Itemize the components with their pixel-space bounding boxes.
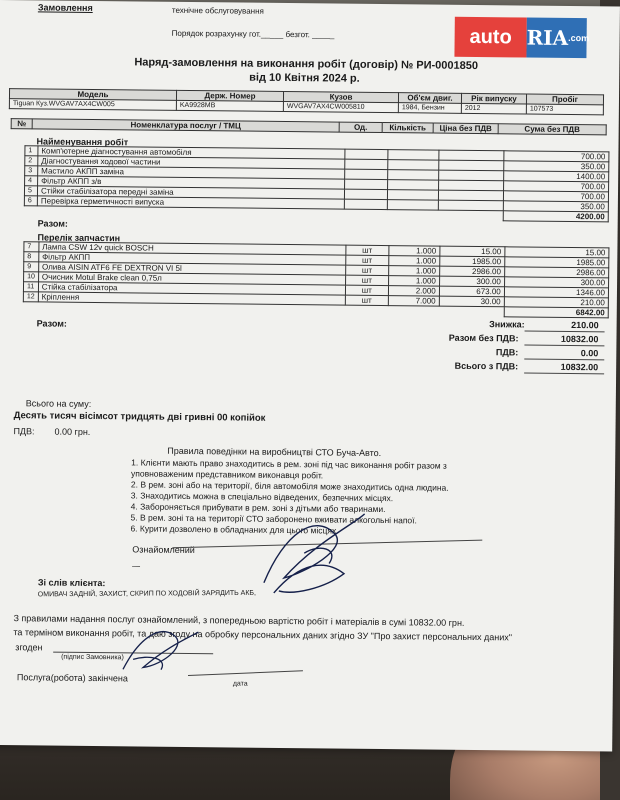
rule-item: уповноваженим представником виконавця робіт. xyxy=(130,468,324,481)
parts-row-price: 30.00 xyxy=(439,296,504,307)
no-vat-value: 10832.00 xyxy=(560,333,599,345)
vehicle-plate: KA9928MB xyxy=(176,100,283,111)
works-row-sum: 700.00 xyxy=(504,151,609,162)
rule-item: 1. Клієнти мають право знаходитись в рем. зоні під час виконання робіт разом з xyxy=(131,457,447,471)
col-sum: Сума без ПДВ xyxy=(498,124,606,135)
works-row-no: 4 xyxy=(25,176,38,186)
works-row-sum: 700.00 xyxy=(503,191,608,202)
parts-row-price: 673.00 xyxy=(439,286,504,297)
vehicle-table xyxy=(9,88,604,115)
sum-words-label: Всього на суму: xyxy=(25,398,92,409)
watermark-auto: auto xyxy=(454,17,526,58)
parts-row-name: Очисник Motul Brake clean 0,75л xyxy=(38,272,345,285)
parts-row-qty: 1.000 xyxy=(389,246,440,257)
parts-row-qty: 1.000 xyxy=(388,266,439,277)
order-link[interactable]: Замовлення xyxy=(37,2,93,13)
works-row-name: Мастило АКПП заміна xyxy=(38,166,345,179)
parts-row-unit: шт xyxy=(346,255,389,265)
parts-row-no: 8 xyxy=(24,252,39,262)
works-row-no: 2 xyxy=(25,156,38,166)
parts-row-name: Олива AISIN ATF6 FE DEXTRON VI 5l xyxy=(38,262,345,275)
items-header xyxy=(11,118,607,135)
service-label: технічне обслуговування xyxy=(171,5,264,16)
rule-item: 3. Знаходитись можна в спеціально відведених, безпечних місцях. xyxy=(130,490,394,504)
parts-total-value: 6842.00 xyxy=(504,307,608,318)
vehicle-header-body: Кузов xyxy=(283,91,398,102)
agreement-line1: З правилами надання послуг ознайомлений, з попередньою вартістю робіт і матеріалів в сумі 10832.00 грн. xyxy=(13,613,465,628)
col-no: № xyxy=(11,119,32,129)
vehicle-body: WVGAV7AX4CW005810 xyxy=(283,101,398,112)
payment-line: Порядок розрахунку гот._____ безгот. _____ xyxy=(171,28,335,40)
parts-row-sum: 1985.00 xyxy=(505,257,609,268)
vehicle-header-year: Рік випуску xyxy=(461,93,526,104)
rule-item: 5. В рем. зоні та на території СТО заборонено вживати алкогольні напої. xyxy=(130,512,417,526)
works-row-no: 5 xyxy=(24,186,37,196)
rule-item: 6. Курити дозволено в обладнаних для цього місцях. xyxy=(130,523,339,536)
parts-row-sum: 300.00 xyxy=(504,277,608,288)
vehicle-header-engine: Об'єм двиг. xyxy=(398,93,461,104)
parts-row-sum: 2986.00 xyxy=(504,267,608,278)
works-total-label: Разом: xyxy=(37,218,69,229)
parts-row-qty: 7.000 xyxy=(388,296,439,307)
works-section-title: Найменування робіт xyxy=(36,136,129,148)
col-name: Номенклатура послуг / ТМЦ xyxy=(32,119,339,132)
parts-row-no: 9 xyxy=(24,262,39,272)
parts-row-qty: 1.000 xyxy=(388,276,439,287)
parts-row-qty: 1.000 xyxy=(389,256,440,267)
date-caption: дата xyxy=(232,680,248,688)
works-row-name: Комп'ютерне діагностування автомобіля xyxy=(38,146,345,159)
parts-row-name: Лампа CSW 12v quick BOSCH xyxy=(39,242,346,255)
works-row-name: Фільтр АКПП з/в xyxy=(38,176,345,189)
parts-row-sum: 15.00 xyxy=(505,247,609,258)
parts-row-name: Стійка стабілізатора xyxy=(38,282,345,295)
parts-total-label: Разом: xyxy=(36,318,67,329)
works-row-sum: 350.00 xyxy=(503,201,608,212)
vehicle-header-mileage: Пробіг xyxy=(526,94,603,105)
signature-ack xyxy=(244,503,375,604)
agreement-line2: та терміном виконання робіт, та даю згоду на обробку персональних даних згідно ЗУ "Про захист персональних даних" xyxy=(13,627,513,643)
works-row-name: Перевірка герметичності випуска xyxy=(37,196,344,209)
document-date: від 10 Квітня 2024 р. xyxy=(249,71,360,85)
parts-row-qty: 2.000 xyxy=(388,286,439,297)
vehicle-header-model: Модель xyxy=(9,89,176,101)
ack-label: Ознайомлений xyxy=(132,544,195,556)
sum-words-vat: ПДВ: 0.00 грн. xyxy=(13,426,91,437)
parts-table xyxy=(23,241,610,318)
discount-label: Знижка: xyxy=(489,319,525,330)
works-row-no: 6 xyxy=(24,196,37,206)
works-row-no: 1 xyxy=(25,146,38,156)
works-row-no: 3 xyxy=(25,166,38,176)
rule-item: 2. В рем. зоні або на території, біля автомобіля може знаходитись одна людина. xyxy=(130,479,449,493)
client-words-label: Зі слів клієнта: xyxy=(37,577,106,589)
autoria-watermark xyxy=(454,17,589,58)
sum-words-text: Десять тисяч вісімсот тридцять дві гривні 00 копійок xyxy=(13,410,266,424)
vehicle-header-plate: Держ. Номер xyxy=(176,90,283,101)
parts-row-no: 11 xyxy=(23,282,38,292)
parts-row-sum: 210.00 xyxy=(504,297,608,308)
discount-value: 210.00 xyxy=(571,319,599,331)
parts-row-price: 2986.00 xyxy=(439,266,504,277)
parts-row-price: 300.00 xyxy=(439,276,504,287)
parts-section-title: Перелік запчастин xyxy=(37,232,121,244)
col-price: Ціна без ПДВ xyxy=(433,123,498,134)
works-row-sum: 700.00 xyxy=(504,181,609,192)
signature-caption: (підпис Замовника) xyxy=(61,653,124,662)
works-row-sum: 1400.00 xyxy=(504,171,609,182)
vehicle-model: Tiguan Куз.WVGAV7AX4CW005 xyxy=(9,99,176,111)
parts-row-unit: шт xyxy=(345,285,388,295)
vehicle-mileage: 107573 xyxy=(526,104,603,115)
parts-row-no: 10 xyxy=(24,272,39,282)
work-order-document: Замовлення технічне обслуговування Порядок розрахунку гот._____ безгот. _____ auto $RIA^{.com}$ Наряд-замовлення на виконання робіт (договір) № РИ-0001850 від 10 Квітня 2024 р. Модель Держ. Номер Кузов Об'єм двиг. Рік випуску Пробіг Tiguan Куз.WVGAV7AX4CW005 KA9928MB WVGAV7AX4CW005810 1984, Бензин 2012 107573 № Номенклатура послуг / ТМЦ Од. Кількість Ціна без ПДВ Сума без ПДВ Найменування робіт 1 Комп'ютерне діагностування автомобіля 700.00 2 Діагностування ходової частини 350.00 3 Мастило АКПП заміна 1400.00 4 Фільтр АКПП з/в 700.00 5 Стійки стабілізатора передні заміна 700.00 6 Перевірка герметичності випуска 350.00 4200.00 Разом: Перелік запчастин 7 Лампа CSW 12v quick BOSCH шт 1.000 15.00 15.00 8 Фільтр АКПП шт 1.000 1985.00 1985.00 9 Олива AISIN ATF6 FE DEXTRON VI 5l шт 1.000 2986.00 2986.00 10 Очисник Motul Brake clean 0,75л шт 1.000 300.00 300.00 11 Стійка стабілізатора шт 2.000 673.00 1346.00 12 Кріплення шт 7.000 30.00 210.00 6842.00 Разом: Знижка: 210.00 Разом без ПДВ: 10832.00 ПДВ: 0.00 Всього з ПДВ: 10832.00 Всього на суму: Десять тисяч вісімсот тридцять дві гривні 00 копійок ПДВ: 0.00 грн. Правила поведінки на виробництві СТО Буча-Авто. 1. Клієнти мають право знаходитись в рем. зоні під час виконання робіт разом з уповноваженим представником виконавця робіт. 2. В рем. зоні або на території, біля автомобіля може знаходитись одна людина. 3. Знаходитись можна в спеціально відведених, безпечних місцях. 4. Забороняється прибувати в рем. зоні з дітьми або тваринами. 5. В рем. зоні та на території СТО заборонено вживати алкогольні напої. 6. Курити дозволено в обладнаних для цього місцях. Ознайомлений — Зі слів клієнта: ОМИВАЧ ЗАДНІЙ, ЗАХИСТ, СКРИП ПО ХОДОВІЙ ЗАРЯДИТЬ АКБ, З правилами надання послуг ознайомлений, з попередньою вартістю робіт і матеріалів в сумі 10832.00 грн. та терміном виконання робіт, та даю згоду на обробку персональних даних згідно ЗУ "Про захист персональних даних" згоден (підпис Замовника) Послуга(робота) закінчена дата xyxy=(0,0,620,751)
col-qty: Кількість xyxy=(382,123,433,134)
works-row-name: Стійки стабілізатора передні заміна xyxy=(37,186,344,199)
vat-value: 0.00 xyxy=(580,348,599,359)
client-words-text: ОМИВАЧ ЗАДНІЙ, ЗАХИСТ, СКРИП ПО ХОДОВІЙ ЗАРЯДИТЬ АКБ, xyxy=(37,589,256,599)
parts-row-price: 1985.00 xyxy=(440,256,505,267)
with-vat-value: 10832.00 xyxy=(560,361,599,373)
agreed-label: згоден xyxy=(15,642,43,653)
works-total-value: 4200.00 xyxy=(503,211,608,222)
parts-row-unit: шт xyxy=(346,245,389,255)
rule-item: 4. Забороняється прибувати в рем. зоні з дітьми або тваринами. xyxy=(130,501,386,515)
completed-label: Послуга(робота) закінчена xyxy=(16,672,128,684)
parts-row-no: 7 xyxy=(24,242,39,252)
parts-row-price: 15.00 xyxy=(440,246,505,257)
parts-row-no: 12 xyxy=(23,292,38,302)
parts-row-unit: шт xyxy=(345,275,388,285)
no-vat-label: Разом без ПДВ: xyxy=(448,332,519,344)
works-row-name: Діагностування ходової частини xyxy=(38,156,345,169)
vat-label: ПДВ: xyxy=(495,347,519,358)
rules-title: Правила поведінки на виробництві СТО Буча-Авто. xyxy=(167,445,382,459)
signature-client xyxy=(113,619,204,680)
works-row-sum: 350.00 xyxy=(504,161,609,172)
document-title: Наряд-замовлення на виконання робіт (договір) № РИ-0001850 xyxy=(134,56,479,73)
parts-row-unit: шт xyxy=(345,265,388,275)
parts-row-sum: 1346.00 xyxy=(504,287,608,298)
col-unit: Од. xyxy=(339,122,382,132)
parts-row-name: Фільтр АКПП xyxy=(39,252,346,265)
vehicle-year: 2012 xyxy=(461,103,526,114)
watermark-ria: $RIA^{.com}$ xyxy=(526,18,586,59)
parts-row-name: Кріплення xyxy=(38,292,345,305)
parts-row-unit: шт xyxy=(345,295,388,305)
with-vat-label: Всього з ПДВ: xyxy=(454,360,519,372)
works-table xyxy=(24,145,610,222)
vehicle-engine: 1984, Бензин xyxy=(398,103,461,114)
